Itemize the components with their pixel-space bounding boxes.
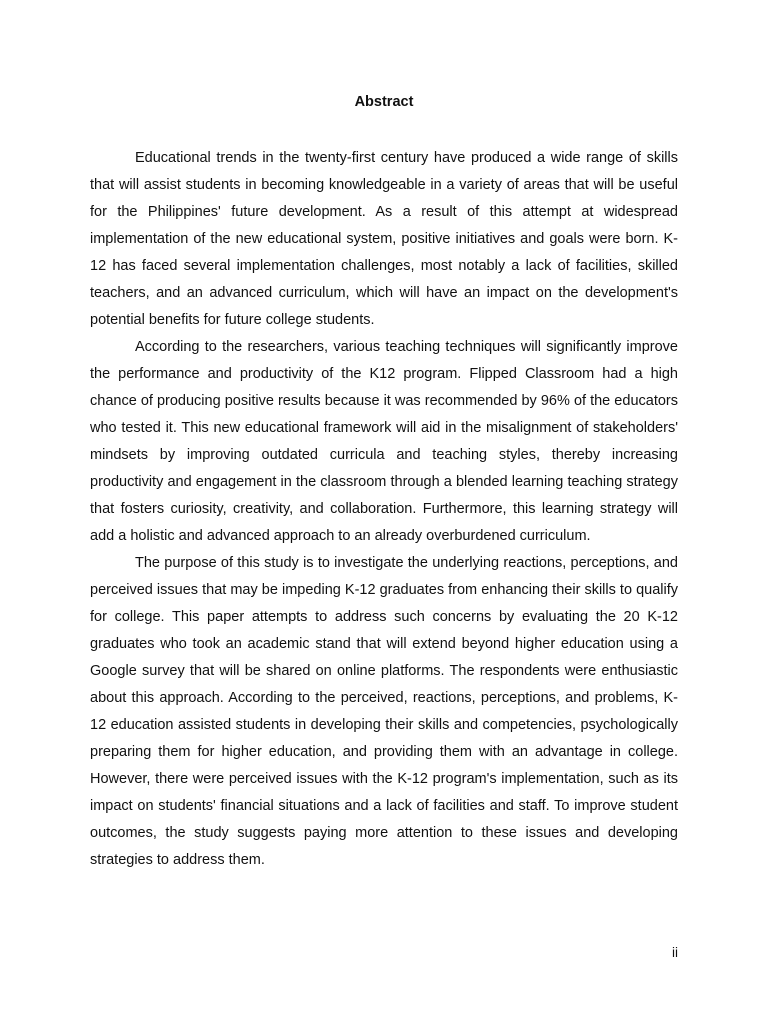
- abstract-body: [90, 145, 678, 874]
- abstract-paragraph-3: The purpose of this study is to investigate the underlying reactions, perceptions, and perceived issues that may be impeding K-12 graduates from enhancing their skills to qualify for college. This paper attempts to address such concerns by evaluating the 20 K-12 graduates who took an academic stand that will extend beyond higher education using a Google survey that will be shared on online platforms. The respondents were enthusiastic about this approach. According to the perceived, reactions, perceptions, and problems, K-12 education assisted students in developing their skills and competencies, psychologically preparing them for higher education, and providing them with an advantage in college. However, there were perceived issues with the K-12 program's implementation, such as its impact on students' financial situations and a lack of facilities and staff. To improve student outcomes, the study suggests paying more attention to these issues and developing strategies to address them.: [90, 555, 678, 868]
- page-number: ii: [672, 945, 678, 960]
- abstract-title: Abstract: [354, 94, 414, 110]
- abstract-paragraph-2: According to the researchers, various teaching techniques will significantly improve the performance and productivity of the K12 program. Flipped Classroom had a high chance of producing positive results because it was recommended by 96% of the educators who tested it. This new educational framework will aid in the misalignment of stakeholders' mindsets by improving outdated curricula and teaching styles, thereby increasing productivity and engagement in the classroom through a blended learning teaching strategy that fosters curiosity, creativity, and collaboration. Furthermore, this learning strategy will add a holistic and advanced approach to an already overburdened curriculum.: [90, 339, 678, 544]
- abstract-paragraph-1: Educational trends in the twenty-first century have produced a wide range of skills that will assist students in becoming knowledgeable in a variety of areas that will be useful for the Philippines' future development. As a result of this attempt at widespread implementation of the new educational system, positive initiatives and goals were born. K-12 has faced several implementation challenges, most notably a lack of facilities, skilled teachers, and an advanced curriculum, which will have an impact on the development's potential benefits for future college students.: [90, 150, 678, 328]
